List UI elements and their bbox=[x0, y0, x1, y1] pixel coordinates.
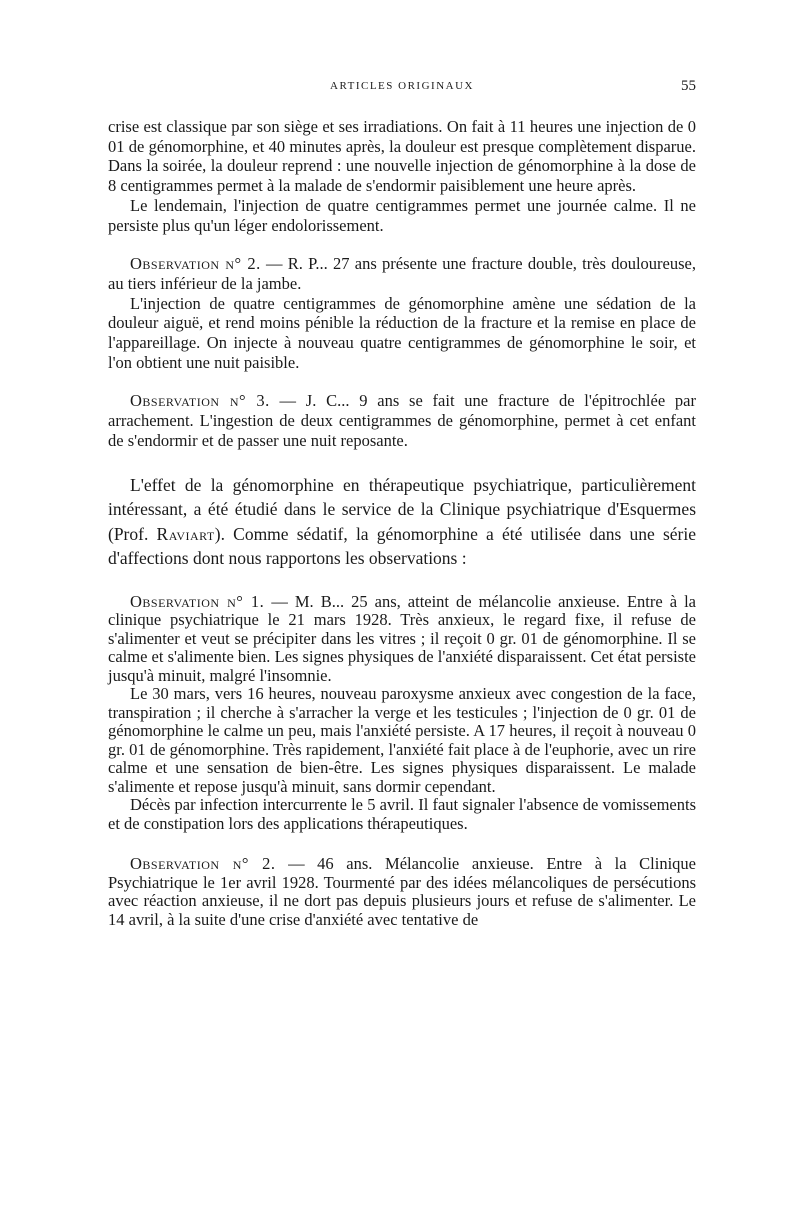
observation-label: Observation n° 2. bbox=[130, 254, 261, 274]
observation-label: Observation n° 3. bbox=[130, 391, 270, 411]
paragraph: crise est classique par son siège et ses irradiations. On fait à 11 heures une injection de 0 01 de génomorphine, et 40 minutes après, la douleur est presque complètement disparue. Dans la soirée, la douleur reprend : une nouvelle injection de génomorphine à la dose de 8 centigrammes permet à la malade de s'endormir paisiblement une heure après. bbox=[108, 117, 696, 196]
observation-paragraph bbox=[108, 593, 696, 686]
intro-text: L'effet de la génomorphine en thérapeutique psychiatrique, particulièrement intéressant, a été étudié dans le service de la Clinique psychiatrique d'Esquermes (Prof. bbox=[108, 474, 696, 544]
observation-3 bbox=[108, 391, 696, 450]
observation-paragraph bbox=[108, 391, 696, 450]
observation-label: Observation n° 1. bbox=[130, 591, 265, 611]
psychiatry-introduction bbox=[108, 473, 696, 571]
paragraph: L'injection de quatre centigrammes de génomorphine amène une sédation de la douleur aiguë, et rend moins pénible la réduction de la fracture et la remise en place de l'appareillage. On injecte à nouveau quatre centigrammes de génomorphine le soir, et l'on obtient une nuit paisible. bbox=[108, 293, 696, 372]
page-number: 55 bbox=[681, 78, 696, 94]
psychiatric-observation-1 bbox=[108, 593, 696, 834]
professor-name: Raviart bbox=[156, 523, 215, 544]
article-body bbox=[108, 117, 696, 929]
paragraph: Le 30 mars, vers 16 heures, nouveau paroxysme anxieux avec congestion de la face, transpiration ; il cherche à s'arracher la verge et les testicules ; l'injection de 0 gr. 01 de génomorphine le calme un peu, mais l'anxiété persiste. A 17 heures, il reçoit à nouveau 0 gr. 01 de génomorphine. Très rapidement, l'anxiété fait place à de l'euphorie, avec un rire calme et une sensation de bien-être. Les signes physiques disparaissent. Le malade s'alimente et repose jusqu'à minuit, sans dormir cependant. bbox=[108, 684, 696, 796]
paragraph: Le lendemain, l'injection de quatre centigrammes permet une journée calme. Il ne persiste plus qu'un léger endolorissement. bbox=[108, 195, 696, 235]
observation-paragraph bbox=[108, 254, 696, 293]
observation-2 bbox=[108, 254, 696, 372]
observation-label: Observation n° 2. bbox=[130, 854, 276, 874]
observation-text: — R. P... 27 ans présente une fracture double, très douloureuse, au tiers inférieur de la jambe. bbox=[108, 254, 696, 293]
psychiatric-observation-2 bbox=[108, 855, 696, 929]
case-continuation bbox=[108, 117, 696, 235]
page-header bbox=[108, 78, 696, 98]
observation-text: — 46 ans. Mélancolie anxieuse. Entre à la Clinique Psychiatrique le 1er avril 1928. Tourmenté par des idées mélancoliques de persécutions avec réaction anxieuse, il ne dort pas depuis plusieurs jours et refuse de s'alimenter. Le 14 avril, à la suite d'une crise d'anxiété avec tentative de bbox=[108, 854, 696, 929]
observation-paragraph bbox=[108, 855, 696, 929]
observation-text: — J. C... 9 ans se fait une fracture de l'épitrochlée par arrachement. L'ingestion de deux centigrammes de génomorphine, permet à cet enfant de s'endormir et de passer une nuit reposante. bbox=[108, 391, 696, 450]
paragraph bbox=[108, 473, 696, 571]
observation-text: — M. B... 25 ans, atteint de mélancolie anxieuse. Entre à la clinique psychiatrique le 21 mars 1928. Très anxieux, le regard fixe, il refuse de s'alimenter et veut se précipiter dans les vitres ; il reçoit 0 gr. 01 de génomorphine. Il se calme et s'alimente bien. Les signes physiques de l'anxiété disparaissent. Cet état persiste jusqu'à minuit, malgré l'insomnie. bbox=[108, 591, 696, 685]
intro-text-end: ). Comme sédatif, la génomorphine a été utilisée dans une série d'affections dont nous rapportons les observations : bbox=[108, 523, 696, 569]
running-head: ARTICLES ORIGINAUX bbox=[330, 80, 474, 92]
paragraph: Décès par infection intercurrente le 5 avril. Il faut signaler l'absence de vomissements et de constipation lors des applications thérapeutiques. bbox=[108, 795, 696, 833]
